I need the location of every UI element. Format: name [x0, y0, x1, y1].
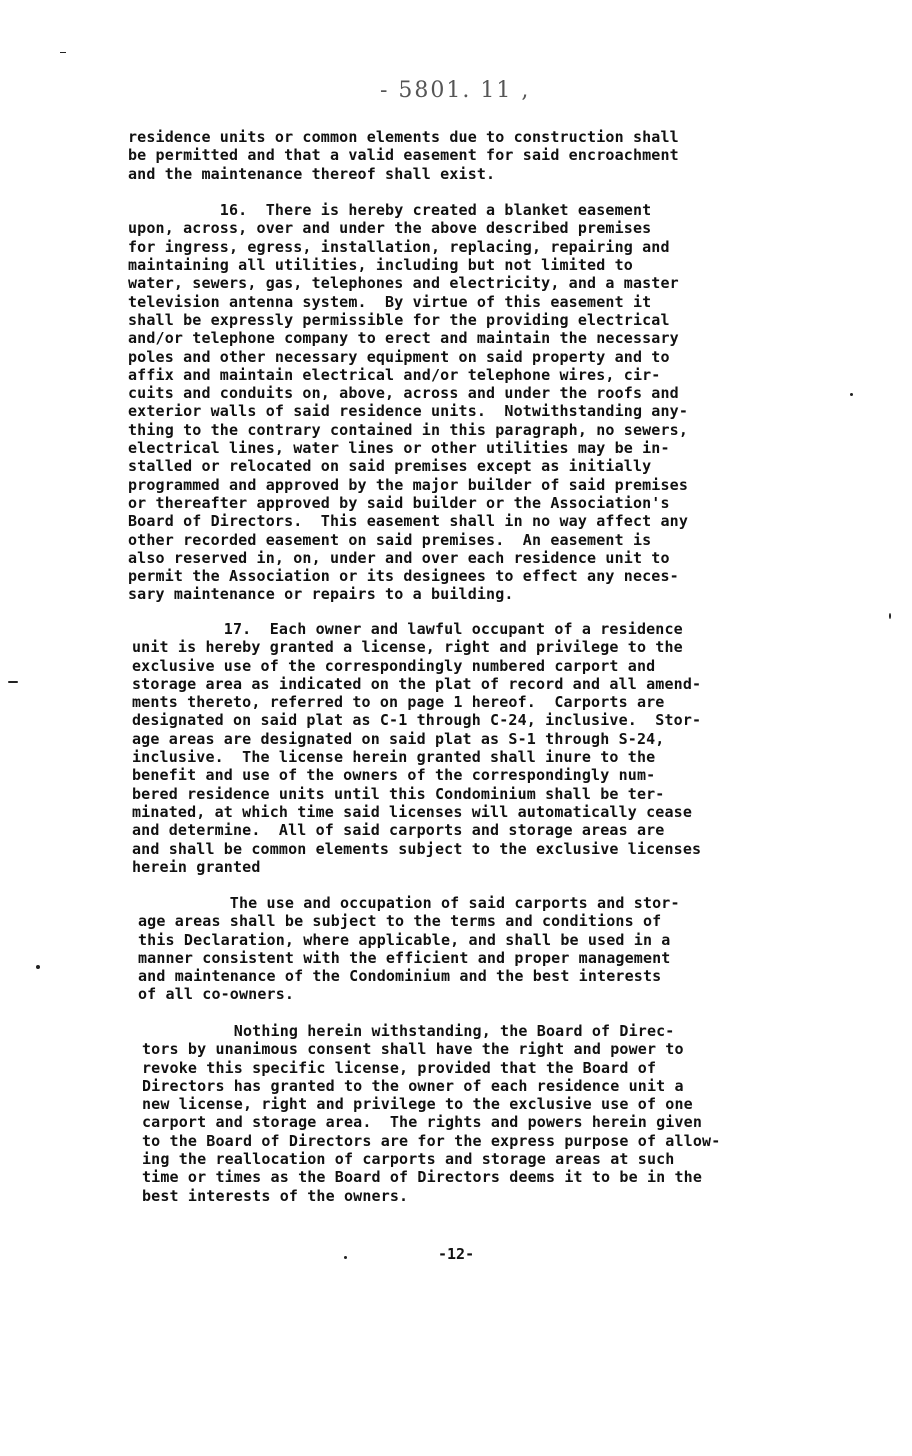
text-line: for ingress, egress, installation, replacing, repairing and — [128, 237, 670, 256]
paragraph-nothing-block — [142, 1022, 720, 1205]
text-line: tors by unanimous consent shall have the right and power to — [142, 1040, 684, 1059]
text-line: carport and storage area. The rights and powers herein given — [142, 1113, 703, 1132]
text-line: new license, right and privilege to the exclusive use of one — [142, 1095, 693, 1114]
text-line: poles and other necessary equipment on said property and to — [128, 347, 670, 366]
text-line: exclusive use of the correspondingly numbered carport and — [132, 656, 656, 675]
text-line: time or times as the Board of Directors deems it to be in the — [142, 1168, 703, 1187]
text-line: to the Board of Directors are for the express purpose of allow- — [142, 1131, 721, 1150]
text-line: unit is hereby granted a license, right and privilege to the — [132, 638, 683, 657]
scan-speck — [850, 393, 853, 396]
text-line: designated on said plat as C-1 through C-24, inclusive. Stor- — [132, 711, 702, 730]
page-number: -12- — [438, 1245, 475, 1263]
text-line: affix and maintain electrical and/or telephone wires, cir- — [128, 365, 661, 384]
text-line: manner consistent with the efficient and proper management — [138, 948, 671, 967]
text-line: shall be expressly permissible for the providing electrical — [128, 310, 670, 329]
text-line: residence units or common elements due to construction shall — [128, 128, 679, 146]
text-line: programmed and approved by the major builder of said premises — [128, 475, 689, 494]
text-line: and the maintenance thereof shall exist. — [128, 164, 496, 183]
text-line: exterior walls of said residence units. Notwithstanding any- — [128, 402, 689, 421]
text-line: and shall be common elements subject to the exclusive licenses — [132, 839, 702, 858]
text-line: ing the reallocation of carports and storage areas at such — [142, 1150, 675, 1169]
text-line: ments thereto, referred to on page 1 hereof. Carports are — [132, 693, 665, 712]
text-line: this Declaration, where applicable, and shall be used in a — [138, 930, 671, 949]
scan-speck — [60, 52, 66, 53]
text-line: The use and occupation of said carports and stor- — [138, 894, 680, 912]
text-line: television antenna system. By virtue of this easement it — [128, 292, 652, 311]
scan-speck — [889, 613, 891, 619]
text-line: cuits and conduits on, above, across and under the roofs and — [128, 384, 679, 403]
scan-speck — [36, 965, 40, 969]
text-line: also reserved in, on, under and over each residence unit to — [128, 548, 670, 567]
text-line: 17. Each owner and lawful occupant of a residence — [132, 620, 683, 638]
paragraph-16-block — [128, 128, 688, 604]
text-line: maintaining all utilities, including but not limited to — [128, 256, 633, 275]
text-line: herein granted — [132, 857, 261, 876]
text-line: 16. There is hereby created a blanket easement — [128, 201, 652, 220]
header-stamp: - 5801. 11 , — [380, 78, 531, 103]
text-line: Board of Directors. This easement shall in no way affect any — [128, 512, 689, 531]
text-line: and maintenance of the Condominium and the best interests — [138, 967, 662, 986]
text-line: stalled or relocated on said premises except as initially — [128, 457, 652, 476]
text-line: upon, across, over and under the above described premises — [128, 219, 652, 238]
text-line: Nothing herein withstanding, the Board of Direc- — [142, 1022, 675, 1040]
text-line: electrical lines, water lines or other utilities may be in- — [128, 439, 670, 458]
text-line: benefit and use of the owners of the correspondingly num- — [132, 766, 656, 785]
text-line: age areas are designated on said plat as S-1 through S-24, — [132, 729, 665, 748]
text-line: storage area as indicated on the plat of record and all amend- — [132, 674, 702, 693]
text-line: revoke this specific license, provided that the Board of — [142, 1058, 657, 1077]
text-line: be permitted and that a valid easement for said encroachment — [128, 146, 679, 165]
text-line: bered residence units until this Condominium shall be ter- — [132, 784, 665, 803]
text-line: of all co-owners. — [138, 985, 295, 1004]
text-line: other recorded easement on said premises. An easement is — [128, 530, 652, 549]
text-line: sary maintenance or repairs to a building. — [128, 585, 514, 604]
text-line: minated, at which time said licenses will automatically cease — [132, 802, 693, 821]
scan-speck — [344, 1256, 347, 1259]
text-line — [128, 183, 688, 201]
text-line: water, sewers, gas, telephones and electricity, and a master — [128, 274, 679, 293]
text-line: and determine. All of said carports and storage areas are — [132, 821, 665, 840]
text-line: inclusive. The license herein granted shall inure to the — [132, 748, 656, 767]
text-line: and/or telephone company to erect and maintain the necessary — [128, 329, 679, 348]
text-line: Directors has granted to the owner of each residence unit a — [142, 1076, 684, 1095]
text-line: age areas shall be subject to the terms and conditions of — [138, 912, 662, 931]
paragraph-17-block — [132, 620, 701, 876]
text-line: thing to the contrary contained in this paragraph, no sewers, — [128, 420, 689, 439]
text-line: best interests of the owners. — [142, 1186, 409, 1205]
scan-speck — [8, 681, 18, 683]
paragraph-use-block — [138, 894, 680, 1004]
text-line: or thereafter approved by said builder or the Association's — [128, 493, 670, 512]
text-line: permit the Association or its designees to effect any neces- — [128, 567, 679, 586]
